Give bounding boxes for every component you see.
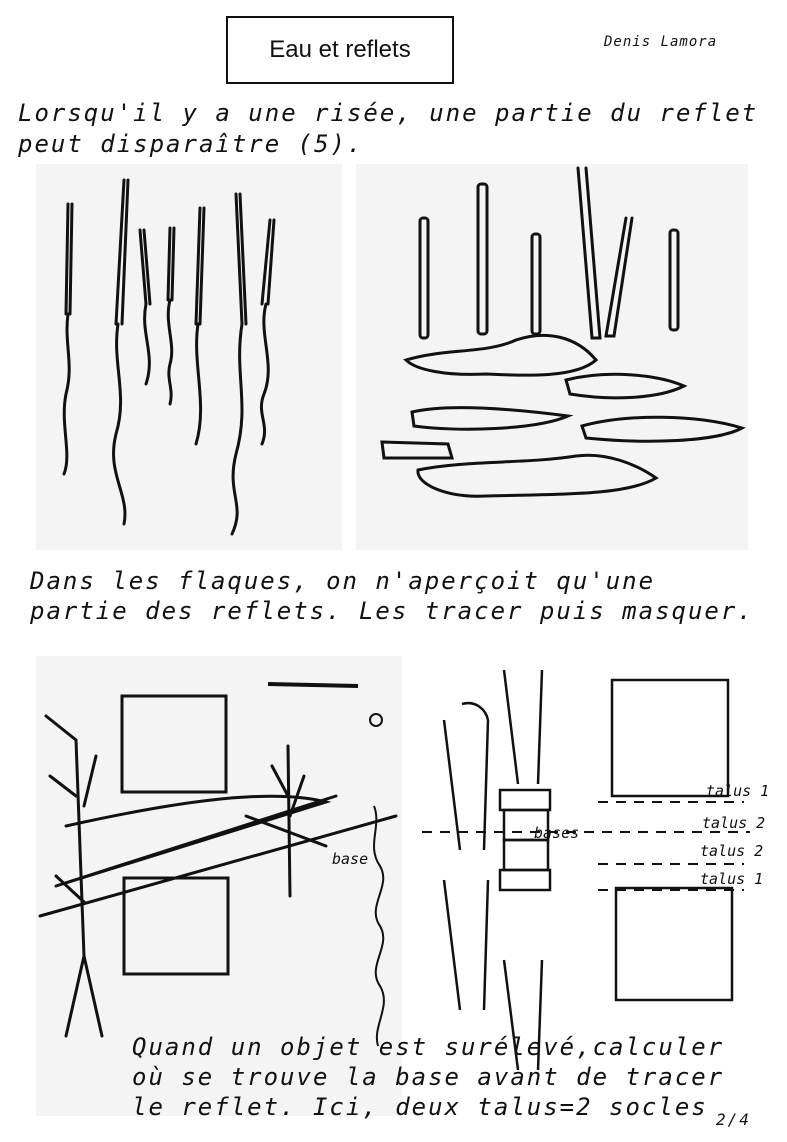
poles-wavy-reflection-drawing — [36, 164, 342, 550]
sketch-puddle-reflections — [356, 164, 748, 550]
label-base: base — [332, 850, 369, 868]
caption-ripple: Lorsqu'il y a une risée, une partie du reflet peut disparaître (5). — [18, 99, 759, 158]
page-title: Eau et reflets — [226, 16, 454, 84]
label-talus2-top: talus 2 — [702, 814, 766, 832]
label-talus1-bottom: talus 1 — [700, 870, 764, 888]
page-number: 2/4 — [716, 1110, 751, 1129]
caption-puddles: Dans les flaques, on n'aperçoit qu'une partie des reflets. Les tracer puis masquer. — [30, 567, 754, 625]
label-talus1-top: talus 1 — [706, 782, 770, 800]
caption-line-1: Quand un objet est surélevé,calculer — [132, 1033, 725, 1061]
author-name: Denis Lamora — [604, 34, 718, 50]
caption-raised-object — [132, 1032, 772, 1122]
caption-line-2: où se trouve la base avant de tracer — [132, 1063, 725, 1091]
label-talus2-bottom: talus 2 — [700, 842, 764, 860]
label-bases: bases — [534, 824, 580, 842]
sketch-ripple-reflections — [36, 164, 342, 550]
poles-puddle-drawing — [356, 164, 748, 550]
caption-line-3: le reflet. Ici, deux talus=2 socles — [132, 1093, 708, 1121]
